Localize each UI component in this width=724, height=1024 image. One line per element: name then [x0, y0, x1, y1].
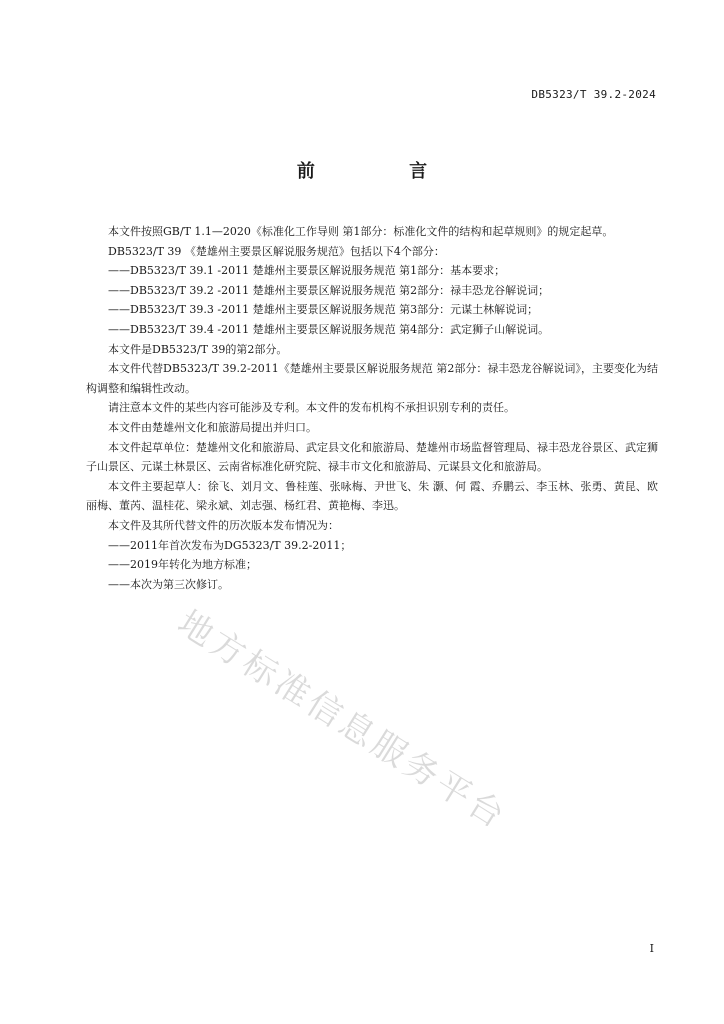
paragraph: DB5323/T 39 《楚雄州主要景区解说服务规范》包括以下4个部分： — [108, 244, 445, 258]
paragraph: ——DB5323/T 39.3 -2011 楚雄州主要景区解说服务规范 第3部分：元谋土林解说词； — [108, 303, 539, 317]
paragraph: ——2019年转化为地方标准； — [108, 558, 257, 572]
page-number: I — [649, 942, 654, 955]
paragraph: 本文件及其所代替文件的历次版本发布情况为： — [108, 518, 339, 532]
paragraph: 本文件代替DB5323/T 39.2-2011《楚雄州主要景区解说服务规范 第2部分：禄丰恐龙谷解说词》，主要变化为结构调整和编辑性改动。 — [86, 362, 658, 395]
paragraph: 请注意本文件的某些内容可能涉及专利。本文件的发布机构不承担识别专利的责任。 — [108, 401, 515, 415]
paragraph: ——2011年首次发布为DG5323/T 39.2-2011； — [108, 538, 352, 552]
paragraph: 本文件由楚雄州文化和旅游局提出并归口。 — [108, 420, 317, 434]
paragraph: ——DB5323/T 39.4 -2011 楚雄州主要景区解说服务规范 第4部分：武定狮子山解说词。 — [108, 322, 550, 336]
paragraph: 本文件主要起草人：徐飞、刘月文、鲁桂莲、张咏梅、尹世飞、朱 灏、何 霞、乔鹏云、李玉林、张勇、黄昆、欧丽梅、董芮、温桂花、梁永斌、刘志强、杨红君、黄艳梅、李迅。 — [86, 479, 658, 513]
document-code: DB5323/T 39.2-2024 — [531, 88, 656, 101]
paragraph: ——DB5323/T 39.2 -2011 楚雄州主要景区解说服务规范 第2部分：禄丰恐龙谷解说词； — [108, 283, 550, 297]
watermark: 地方标准信息服务平台 — [170, 602, 515, 839]
paragraph: 本文件是DB5323/T 39的第2部分。 — [108, 342, 288, 356]
foreword-body — [86, 222, 658, 594]
paragraph: ——本次为第三次修订。 — [108, 577, 229, 591]
page-title: 前 言 — [296, 161, 472, 182]
paragraph: 本文件起草单位：楚雄州文化和旅游局、武定县文化和旅游局、楚雄州市场监督管理局、禄丰恐龙谷景区、武定狮子山景区、元谋土林景区、云南省标准化研究院、禄丰市文化和旅游局、元谋县文化和旅游局。 — [86, 440, 658, 474]
paragraph: ——DB5323/T 39.1 -2011 楚雄州主要景区解说服务规范 第1部分：基本要求； — [108, 264, 506, 278]
paragraph: 本文件按照GB/T 1.1—2020《标准化工作导则 第1部分：标准化文件的结构和起草规则》的规定起草。 — [108, 225, 614, 238]
